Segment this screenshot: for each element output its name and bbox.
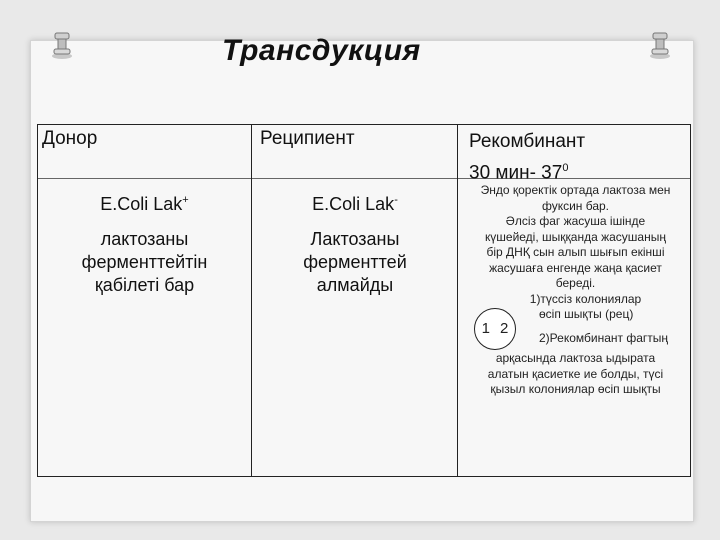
- recombinant-text-line: қызыл колониялар өсіп шықты: [490, 382, 661, 396]
- pushpin-icon: [46, 30, 78, 62]
- recombinant-cell: [459, 183, 692, 398]
- column-divider: [457, 125, 458, 476]
- recombinant-text-line: Әлсіз фаг жасуша ішінде: [505, 214, 646, 228]
- recombinant-text-line: береді.: [555, 276, 596, 290]
- recombinant-text-line: 2)Рекомбинант фагтың: [539, 330, 668, 345]
- recombinant-text-line: жасушаға енгенде жаңа қасиет: [489, 260, 662, 275]
- donor-desc-line: ферменттейтін: [81, 252, 208, 272]
- header-donor: Донор: [42, 128, 98, 149]
- donor-desc-line: лактозаны: [100, 229, 189, 249]
- header-recombinant-conditions: 30 мин- $37^0$: [469, 162, 569, 184]
- donor-strain: E.Coli Lak+: [100, 194, 189, 214]
- column-divider: [251, 125, 252, 476]
- recombinant-text-line: бір ДНҚ сын алып шығып екінші: [486, 245, 665, 259]
- transduction-table: [37, 124, 691, 477]
- header-recipient: Реципиент: [260, 128, 355, 149]
- petri-dish-diagram: [474, 308, 516, 350]
- recombinant-text-line: күшейеді, шыққанда жасушаның: [485, 229, 666, 244]
- header-recombinant-title: Рекомбинант: [469, 131, 586, 152]
- recombinant-text-line: өсіп шықты (рец): [539, 307, 634, 321]
- recipient-desc-line: ферменттей: [303, 252, 407, 272]
- colony-diagram-row: [459, 307, 692, 351]
- recipient-strain: E.Coli Lak-: [312, 194, 398, 214]
- recipient-cell: [253, 189, 457, 297]
- recipient-desc-line: алмайды: [316, 275, 394, 295]
- recombinant-text-line: Эндо қоректік ортада лактоза мен: [480, 183, 671, 197]
- colony-caption: [539, 307, 694, 346]
- donor-desc-line: қабілеті бар: [94, 275, 195, 295]
- pushpin-icon: [644, 30, 676, 62]
- recipient-desc-line: Лактозаны: [310, 229, 400, 249]
- slide-title: Трансдукция: [222, 34, 421, 67]
- header-recombinant: [469, 128, 585, 186]
- recombinant-text-line: фуксин бар.: [541, 198, 610, 213]
- sector-label: 2: [500, 320, 509, 338]
- sector-label: 1: [481, 320, 490, 338]
- recombinant-text-line: 1)түссіз колониялар: [529, 291, 642, 306]
- header-divider: [38, 178, 690, 179]
- recombinant-text-line: арқасында лактоза ыдырата: [495, 351, 656, 365]
- recombinant-text-line: алатын қасиетке ие болды, түсі: [487, 366, 664, 381]
- donor-cell: [38, 189, 251, 297]
